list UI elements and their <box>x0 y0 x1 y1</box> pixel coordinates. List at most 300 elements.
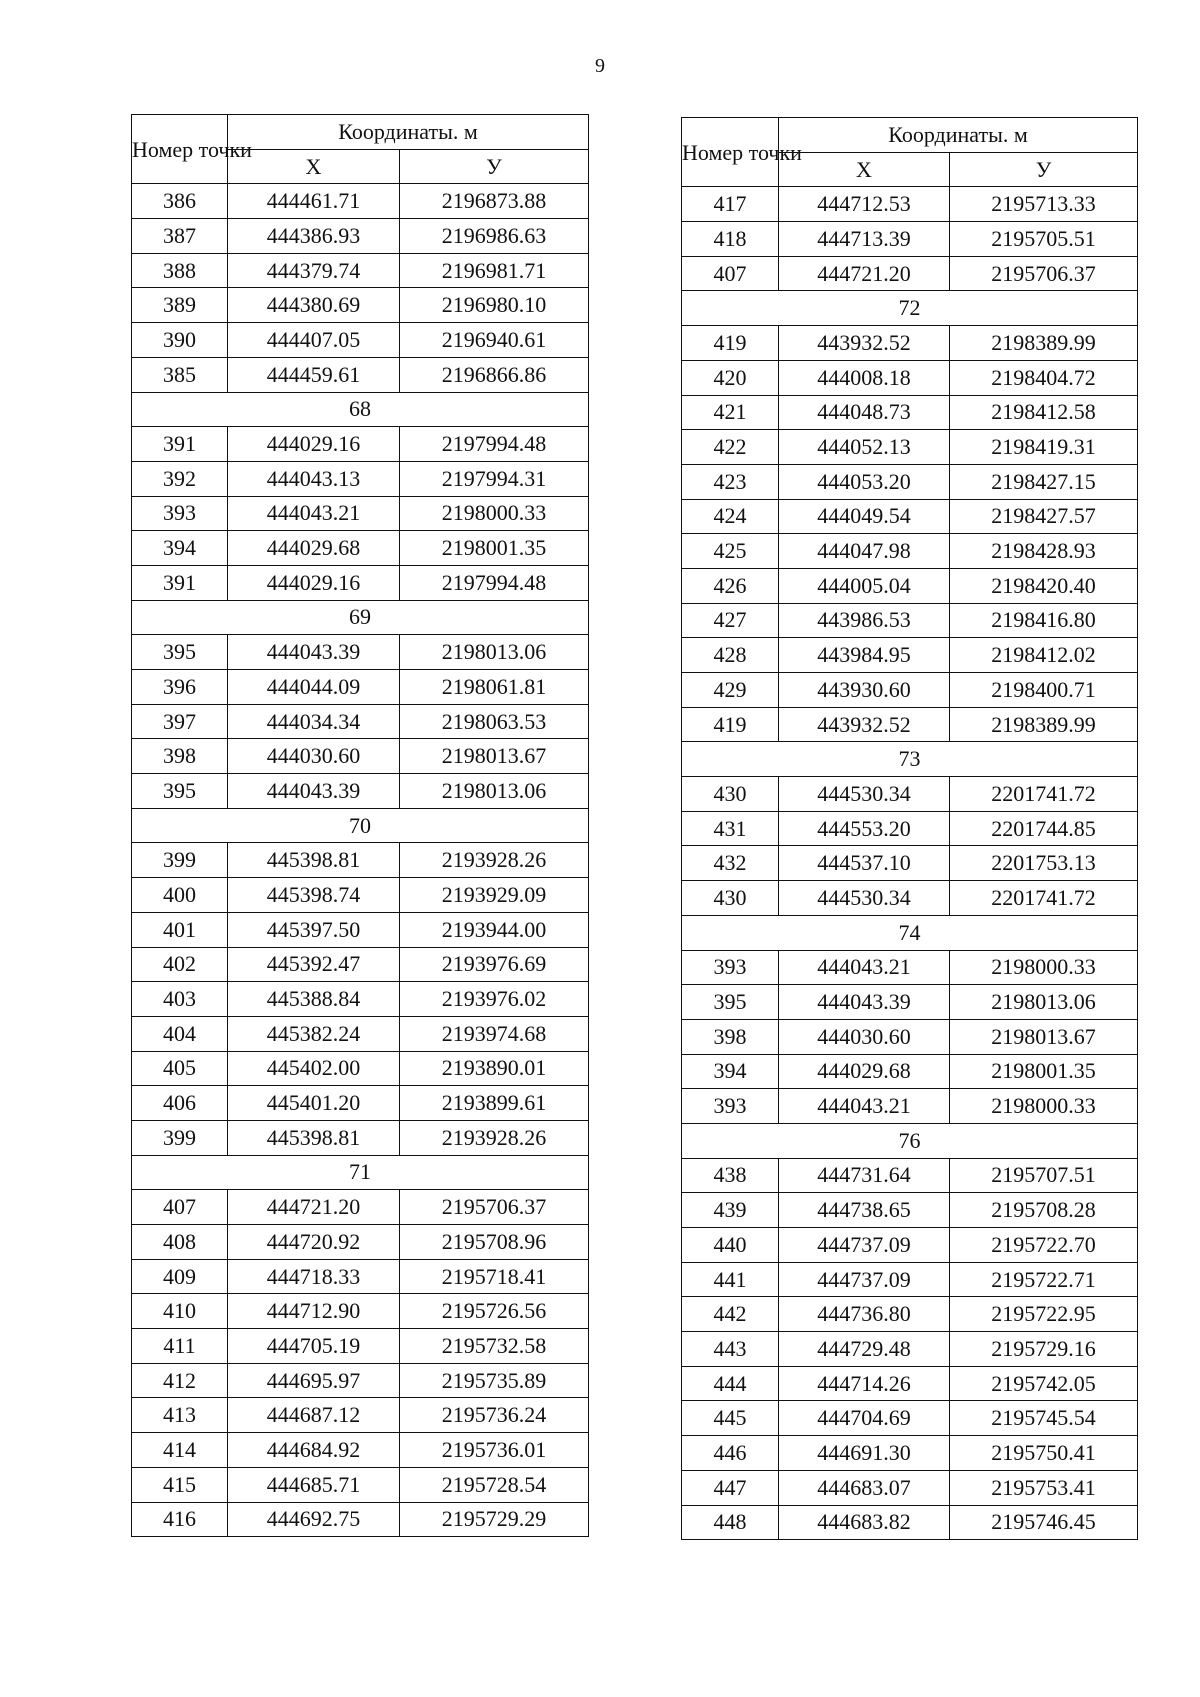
table-row <box>132 1294 589 1329</box>
table-row <box>682 430 1138 465</box>
x-coordinate-cell: 444704.69 <box>779 1401 950 1436</box>
table-row <box>682 1228 1138 1263</box>
header-x: X <box>228 149 400 184</box>
y-coordinate-cell: 2195742.05 <box>950 1366 1138 1401</box>
table-row <box>132 774 589 809</box>
point-number-cell: 386 <box>132 184 228 219</box>
x-coordinate-cell: 445398.81 <box>228 1120 400 1155</box>
y-coordinate-cell: 2198061.81 <box>400 670 589 705</box>
x-coordinate-cell: 444053.20 <box>779 464 950 499</box>
group-header-row <box>682 1123 1138 1158</box>
point-number-cell: 407 <box>132 1190 228 1225</box>
table-row <box>682 777 1138 812</box>
x-coordinate-cell: 444729.48 <box>779 1332 950 1367</box>
x-coordinate-cell: 444695.97 <box>228 1363 400 1398</box>
point-number-cell: 407 <box>682 256 779 291</box>
table-row <box>132 878 589 913</box>
y-coordinate-cell: 2195750.41 <box>950 1436 1138 1471</box>
x-coordinate-cell: 444731.64 <box>779 1158 950 1193</box>
y-coordinate-cell: 2193944.00 <box>400 912 589 947</box>
table-row <box>132 1190 589 1225</box>
point-number-cell: 426 <box>682 568 779 603</box>
table-row <box>132 1016 589 1051</box>
point-number-cell: 424 <box>682 499 779 534</box>
point-number-cell: 409 <box>132 1259 228 1294</box>
x-coordinate-cell: 444407.05 <box>228 323 400 358</box>
y-coordinate-cell: 2196866.86 <box>400 357 589 392</box>
table-row <box>682 499 1138 534</box>
x-coordinate-cell: 444713.39 <box>779 222 950 257</box>
table-row <box>132 565 589 600</box>
table-row <box>132 184 589 219</box>
x-coordinate-cell: 444712.53 <box>779 187 950 222</box>
x-coordinate-cell: 444705.19 <box>228 1329 400 1364</box>
y-coordinate-cell: 2195735.89 <box>400 1363 589 1398</box>
y-coordinate-cell: 2195722.70 <box>950 1228 1138 1263</box>
group-number: 70 <box>132 808 589 843</box>
x-coordinate-cell: 444029.68 <box>779 1054 950 1089</box>
table-row <box>132 1398 589 1433</box>
point-number-cell: 402 <box>132 947 228 982</box>
group-number: 68 <box>132 392 589 427</box>
y-coordinate-cell: 2195732.58 <box>400 1329 589 1364</box>
x-coordinate-cell: 444737.09 <box>779 1228 950 1263</box>
x-coordinate-cell: 444029.16 <box>228 427 400 462</box>
table-row <box>132 288 589 323</box>
point-number-cell: 446 <box>682 1436 779 1471</box>
group-number: 76 <box>682 1123 1138 1158</box>
table-row <box>132 947 589 982</box>
point-number-cell: 387 <box>132 219 228 254</box>
y-coordinate-cell: 2195708.28 <box>950 1193 1138 1228</box>
y-coordinate-cell: 2195705.51 <box>950 222 1138 257</box>
y-coordinate-cell: 2196981.71 <box>400 253 589 288</box>
x-coordinate-cell: 444721.20 <box>779 256 950 291</box>
table-row <box>682 1436 1138 1471</box>
x-coordinate-cell: 444043.39 <box>779 985 950 1020</box>
x-coordinate-cell: 444043.21 <box>228 496 400 531</box>
y-coordinate-cell: 2195753.41 <box>950 1470 1138 1505</box>
x-coordinate-cell: 444530.34 <box>779 777 950 812</box>
point-number-cell: 430 <box>682 777 779 812</box>
table-row <box>132 1433 589 1468</box>
x-coordinate-cell: 444048.73 <box>779 395 950 430</box>
point-number-cell: 421 <box>682 395 779 430</box>
table-row <box>682 1401 1138 1436</box>
group-number: 71 <box>132 1155 589 1190</box>
point-number-cell: 393 <box>682 1089 779 1124</box>
header-y: У <box>400 149 589 184</box>
point-number-cell: 396 <box>132 670 228 705</box>
y-coordinate-cell: 2197994.48 <box>400 565 589 600</box>
y-coordinate-cell: 2198013.06 <box>950 985 1138 1020</box>
table-row <box>682 846 1138 881</box>
point-number-cell: 389 <box>132 288 228 323</box>
point-number-cell: 420 <box>682 360 779 395</box>
x-coordinate-cell: 444736.80 <box>779 1297 950 1332</box>
y-coordinate-cell: 2195708.96 <box>400 1225 589 1260</box>
y-coordinate-cell: 2198420.40 <box>950 568 1138 603</box>
x-coordinate-cell: 443930.60 <box>779 673 950 708</box>
table-row <box>682 881 1138 916</box>
y-coordinate-cell: 2198013.06 <box>400 635 589 670</box>
y-coordinate-cell: 2195706.37 <box>400 1190 589 1225</box>
y-coordinate-cell: 2198412.02 <box>950 638 1138 673</box>
x-coordinate-cell: 444720.92 <box>228 1225 400 1260</box>
point-number-cell: 392 <box>132 461 228 496</box>
y-coordinate-cell: 2198000.33 <box>950 1089 1138 1124</box>
table-body <box>132 184 589 1537</box>
point-number-cell: 427 <box>682 603 779 638</box>
x-coordinate-cell: 444530.34 <box>779 881 950 916</box>
group-header-row <box>682 915 1138 950</box>
y-coordinate-cell: 2193928.26 <box>400 1120 589 1155</box>
x-coordinate-cell: 445402.00 <box>228 1051 400 1086</box>
x-coordinate-cell: 445398.74 <box>228 878 400 913</box>
table-row <box>682 568 1138 603</box>
y-coordinate-cell: 2195713.33 <box>950 187 1138 222</box>
y-coordinate-cell: 2193899.61 <box>400 1086 589 1121</box>
point-number-cell: 419 <box>682 326 779 361</box>
table-row <box>682 464 1138 499</box>
point-number-cell: 395 <box>682 985 779 1020</box>
header-y: У <box>950 152 1138 187</box>
point-number-cell: 398 <box>682 1019 779 1054</box>
table-row <box>682 603 1138 638</box>
point-number-cell: 432 <box>682 846 779 881</box>
point-number-cell: 445 <box>682 1401 779 1436</box>
table-row <box>682 534 1138 569</box>
x-coordinate-cell: 444683.82 <box>779 1505 950 1540</box>
point-number-cell: 391 <box>132 565 228 600</box>
x-coordinate-cell: 444380.69 <box>228 288 400 323</box>
point-number-cell: 403 <box>132 982 228 1017</box>
point-number-cell: 404 <box>132 1016 228 1051</box>
x-coordinate-cell: 443932.52 <box>779 326 950 361</box>
table-row <box>682 256 1138 291</box>
table-row <box>682 1332 1138 1367</box>
header-point-number: Номер точки <box>682 118 779 187</box>
point-number-cell: 429 <box>682 673 779 708</box>
x-coordinate-cell: 444043.39 <box>228 635 400 670</box>
table-row <box>132 427 589 462</box>
x-coordinate-cell: 444738.65 <box>779 1193 950 1228</box>
point-number-cell: 406 <box>132 1086 228 1121</box>
group-number: 74 <box>682 915 1138 950</box>
header-coordinates: Координаты. м <box>228 115 589 150</box>
point-number-cell: 414 <box>132 1433 228 1468</box>
table-row <box>132 1329 589 1364</box>
table-row <box>132 1467 589 1502</box>
point-number-cell: 391 <box>132 427 228 462</box>
x-coordinate-cell: 444052.13 <box>779 430 950 465</box>
point-number-cell: 447 <box>682 1470 779 1505</box>
table-row <box>682 326 1138 361</box>
table-row <box>132 1086 589 1121</box>
point-number-cell: 395 <box>132 635 228 670</box>
point-number-cell: 413 <box>132 1398 228 1433</box>
y-coordinate-cell: 2201741.72 <box>950 881 1138 916</box>
y-coordinate-cell: 2196873.88 <box>400 184 589 219</box>
point-number-cell: 438 <box>682 1158 779 1193</box>
y-coordinate-cell: 2198416.80 <box>950 603 1138 638</box>
point-number-cell: 393 <box>132 496 228 531</box>
y-coordinate-cell: 2196986.63 <box>400 219 589 254</box>
table-row <box>132 1502 589 1537</box>
table-row <box>132 357 589 392</box>
y-coordinate-cell: 2198404.72 <box>950 360 1138 395</box>
x-coordinate-cell: 444029.68 <box>228 531 400 566</box>
x-coordinate-cell: 444044.09 <box>228 670 400 705</box>
x-coordinate-cell: 444683.07 <box>779 1470 950 1505</box>
y-coordinate-cell: 2195726.56 <box>400 1294 589 1329</box>
group-header-row <box>132 392 589 427</box>
point-number-cell: 385 <box>132 357 228 392</box>
x-coordinate-cell: 444005.04 <box>779 568 950 603</box>
table-row <box>682 1089 1138 1124</box>
point-number-cell: 411 <box>132 1329 228 1364</box>
y-coordinate-cell: 2201744.85 <box>950 811 1138 846</box>
y-coordinate-cell: 2198013.67 <box>950 1019 1138 1054</box>
x-coordinate-cell: 443986.53 <box>779 603 950 638</box>
y-coordinate-cell: 2195736.01 <box>400 1433 589 1468</box>
y-coordinate-cell: 2193976.69 <box>400 947 589 982</box>
x-coordinate-cell: 444718.33 <box>228 1259 400 1294</box>
point-number-cell: 439 <box>682 1193 779 1228</box>
x-coordinate-cell: 443984.95 <box>779 638 950 673</box>
y-coordinate-cell: 2195729.16 <box>950 1332 1138 1367</box>
point-number-cell: 394 <box>682 1054 779 1089</box>
point-number-cell: 398 <box>132 739 228 774</box>
y-coordinate-cell: 2198000.33 <box>400 496 589 531</box>
point-number-cell: 405 <box>132 1051 228 1086</box>
table-row <box>682 1470 1138 1505</box>
table-row <box>132 1120 589 1155</box>
y-coordinate-cell: 2193928.26 <box>400 843 589 878</box>
y-coordinate-cell: 2193929.09 <box>400 878 589 913</box>
group-header-row <box>132 808 589 843</box>
point-number-cell: 388 <box>132 253 228 288</box>
table-row <box>132 912 589 947</box>
table-row <box>682 1054 1138 1089</box>
x-coordinate-cell: 444043.21 <box>779 1089 950 1124</box>
point-number-cell: 442 <box>682 1297 779 1332</box>
table-row <box>132 1051 589 1086</box>
header-coordinates: Координаты. м <box>779 118 1138 153</box>
table-row <box>132 1259 589 1294</box>
point-number-cell: 394 <box>132 531 228 566</box>
x-coordinate-cell: 444687.12 <box>228 1398 400 1433</box>
x-coordinate-cell: 444049.54 <box>779 499 950 534</box>
table-row <box>132 323 589 358</box>
x-coordinate-cell: 444008.18 <box>779 360 950 395</box>
x-coordinate-cell: 444691.30 <box>779 1436 950 1471</box>
point-number-cell: 410 <box>132 1294 228 1329</box>
y-coordinate-cell: 2195745.54 <box>950 1401 1138 1436</box>
table-row <box>682 707 1138 742</box>
point-number-cell: 448 <box>682 1505 779 1540</box>
y-coordinate-cell: 2195736.24 <box>400 1398 589 1433</box>
x-coordinate-cell: 444034.34 <box>228 704 400 739</box>
x-coordinate-cell: 445401.20 <box>228 1086 400 1121</box>
y-coordinate-cell: 2195729.29 <box>400 1502 589 1537</box>
y-coordinate-cell: 2198427.57 <box>950 499 1138 534</box>
y-coordinate-cell: 2197994.31 <box>400 461 589 496</box>
y-coordinate-cell: 2197994.48 <box>400 427 589 462</box>
point-number-cell: 422 <box>682 430 779 465</box>
x-coordinate-cell: 444459.61 <box>228 357 400 392</box>
table-row <box>682 673 1138 708</box>
x-coordinate-cell: 444737.09 <box>779 1262 950 1297</box>
x-coordinate-cell: 445398.81 <box>228 843 400 878</box>
point-number-cell: 423 <box>682 464 779 499</box>
y-coordinate-cell: 2198400.71 <box>950 673 1138 708</box>
y-coordinate-cell: 2198389.99 <box>950 326 1138 361</box>
table-row <box>132 843 589 878</box>
table-row <box>682 638 1138 673</box>
y-coordinate-cell: 2198013.06 <box>400 774 589 809</box>
point-number-cell: 443 <box>682 1332 779 1367</box>
x-coordinate-cell: 444379.74 <box>228 253 400 288</box>
y-coordinate-cell: 2196940.61 <box>400 323 589 358</box>
x-coordinate-cell: 444029.16 <box>228 565 400 600</box>
x-coordinate-cell: 445388.84 <box>228 982 400 1017</box>
table-row <box>132 253 589 288</box>
table-row <box>132 739 589 774</box>
table-body <box>682 187 1138 1540</box>
group-header-row <box>132 1155 589 1190</box>
x-coordinate-cell: 445392.47 <box>228 947 400 982</box>
group-header-row <box>682 291 1138 326</box>
point-number-cell: 415 <box>132 1467 228 1502</box>
y-coordinate-cell: 2195706.37 <box>950 256 1138 291</box>
point-number-cell: 408 <box>132 1225 228 1260</box>
point-number-cell: 417 <box>682 187 779 222</box>
x-coordinate-cell: 443932.52 <box>779 707 950 742</box>
point-number-cell: 425 <box>682 534 779 569</box>
y-coordinate-cell: 2195728.54 <box>400 1467 589 1502</box>
x-coordinate-cell: 444721.20 <box>228 1190 400 1225</box>
table-row <box>682 360 1138 395</box>
point-number-cell: 399 <box>132 843 228 878</box>
point-number-cell: 419 <box>682 707 779 742</box>
y-coordinate-cell: 2196980.10 <box>400 288 589 323</box>
table-row <box>682 985 1138 1020</box>
point-number-cell: 401 <box>132 912 228 947</box>
table-row <box>682 1158 1138 1193</box>
y-coordinate-cell: 2198427.15 <box>950 464 1138 499</box>
group-number: 73 <box>682 742 1138 777</box>
x-coordinate-cell: 444684.92 <box>228 1433 400 1468</box>
point-number-cell: 418 <box>682 222 779 257</box>
y-coordinate-cell: 2198389.99 <box>950 707 1138 742</box>
y-coordinate-cell: 2193976.02 <box>400 982 589 1017</box>
x-coordinate-cell: 444685.71 <box>228 1467 400 1502</box>
x-coordinate-cell: 444030.60 <box>779 1019 950 1054</box>
point-number-cell: 397 <box>132 704 228 739</box>
group-number: 72 <box>682 291 1138 326</box>
table-row <box>682 1019 1138 1054</box>
x-coordinate-cell: 444537.10 <box>779 846 950 881</box>
x-coordinate-cell: 444030.60 <box>228 739 400 774</box>
header-x: X <box>779 152 950 187</box>
table-row <box>132 496 589 531</box>
x-coordinate-cell: 444712.90 <box>228 1294 400 1329</box>
y-coordinate-cell: 2195722.95 <box>950 1297 1138 1332</box>
coordinates-table-left <box>131 114 589 1537</box>
x-coordinate-cell: 444461.71 <box>228 184 400 219</box>
y-coordinate-cell: 2198063.53 <box>400 704 589 739</box>
point-number-cell: 390 <box>132 323 228 358</box>
y-coordinate-cell: 2195722.71 <box>950 1262 1138 1297</box>
point-number-cell: 440 <box>682 1228 779 1263</box>
point-number-cell: 431 <box>682 811 779 846</box>
point-number-cell: 399 <box>132 1120 228 1155</box>
table-row <box>682 395 1138 430</box>
table-row <box>682 811 1138 846</box>
table-row <box>132 1225 589 1260</box>
table-row <box>682 950 1138 985</box>
y-coordinate-cell: 2198013.67 <box>400 739 589 774</box>
point-number-cell: 430 <box>682 881 779 916</box>
x-coordinate-cell: 445382.24 <box>228 1016 400 1051</box>
group-header-row <box>132 600 589 635</box>
table-row <box>132 704 589 739</box>
table-row <box>682 1262 1138 1297</box>
group-header-row <box>682 742 1138 777</box>
y-coordinate-cell: 2198001.35 <box>400 531 589 566</box>
x-coordinate-cell: 445397.50 <box>228 912 400 947</box>
point-number-cell: 444 <box>682 1366 779 1401</box>
header-point-number: Номер точки <box>132 115 228 184</box>
coordinates-table-right <box>681 117 1138 1540</box>
point-number-cell: 416 <box>132 1502 228 1537</box>
point-number-cell: 393 <box>682 950 779 985</box>
table-row <box>682 222 1138 257</box>
y-coordinate-cell: 2195707.51 <box>950 1158 1138 1193</box>
table-row <box>682 1366 1138 1401</box>
y-coordinate-cell: 2198419.31 <box>950 430 1138 465</box>
table-row <box>682 187 1138 222</box>
table-row <box>132 1363 589 1398</box>
y-coordinate-cell: 2201741.72 <box>950 777 1138 812</box>
point-number-cell: 395 <box>132 774 228 809</box>
table-row <box>132 531 589 566</box>
x-coordinate-cell: 444047.98 <box>779 534 950 569</box>
y-coordinate-cell: 2193890.01 <box>400 1051 589 1086</box>
group-number: 69 <box>132 600 589 635</box>
page-number: 9 <box>595 55 605 77</box>
point-number-cell: 441 <box>682 1262 779 1297</box>
table-row <box>132 670 589 705</box>
x-coordinate-cell: 444692.75 <box>228 1502 400 1537</box>
point-number-cell: 400 <box>132 878 228 913</box>
x-coordinate-cell: 444043.21 <box>779 950 950 985</box>
y-coordinate-cell: 2198000.33 <box>950 950 1138 985</box>
x-coordinate-cell: 444043.39 <box>228 774 400 809</box>
y-coordinate-cell: 2198412.58 <box>950 395 1138 430</box>
point-number-cell: 428 <box>682 638 779 673</box>
table-row <box>682 1193 1138 1228</box>
x-coordinate-cell: 444043.13 <box>228 461 400 496</box>
y-coordinate-cell: 2195746.45 <box>950 1505 1138 1540</box>
point-number-cell: 412 <box>132 1363 228 1398</box>
table-row <box>132 461 589 496</box>
table-row <box>682 1297 1138 1332</box>
y-coordinate-cell: 2193974.68 <box>400 1016 589 1051</box>
x-coordinate-cell: 444714.26 <box>779 1366 950 1401</box>
table-row <box>132 982 589 1017</box>
